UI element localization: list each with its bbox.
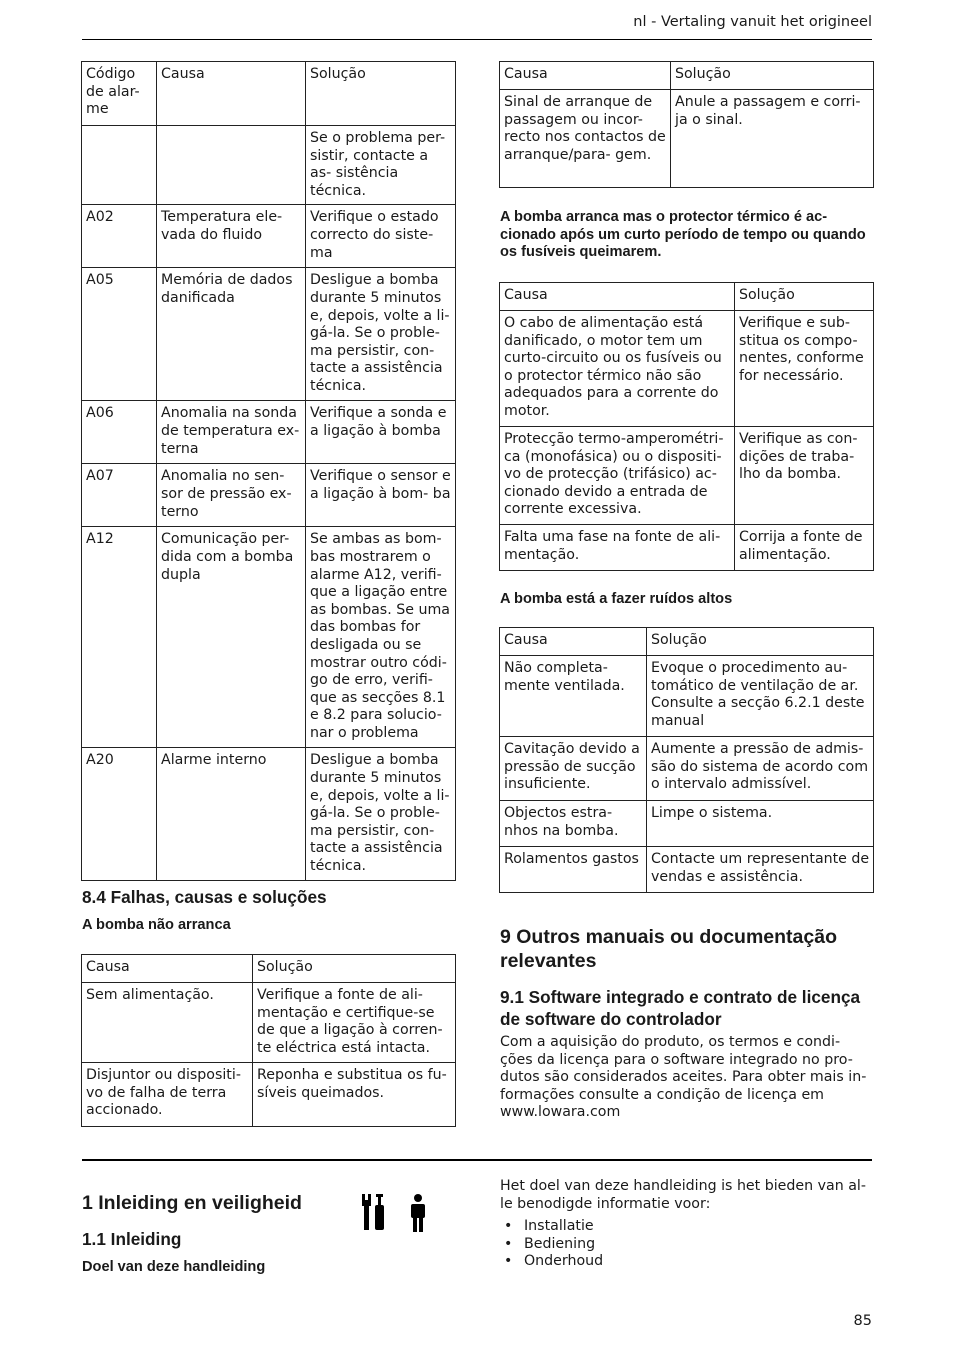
- alarm-solution: Se ambas as bom- bas mostrarem o alarme A12, verifi- que a ligação entre as bombas. Se uma das bombas for desligada ou se mostrar outro códi- go de erro, verifi- que as secções 8.1 e 8.2 para solucio- nar o problema: [306, 527, 456, 748]
- page-number: 85: [853, 1313, 872, 1329]
- thermal-protector-table: [499, 282, 874, 571]
- table-row: [82, 1063, 456, 1127]
- fault-cause: Não completa- mente ventilada.: [500, 656, 647, 737]
- fault-cause: Objectos estra- nhos na bomba.: [500, 801, 647, 847]
- table-row: [82, 401, 456, 464]
- fault-solution: Anule a passagem e corri- ja o sinal.: [671, 90, 874, 188]
- alarm-code: A06: [82, 401, 157, 464]
- section-divider: [82, 1159, 872, 1161]
- section-heading-9: 9 Outros manuais ou documentação relevantes: [500, 926, 837, 972]
- alarm-cause: Alarme interno: [157, 748, 306, 881]
- table-header-row: [82, 955, 456, 983]
- subheading-loud-noise: A bomba está a fazer ruídos altos: [500, 591, 733, 607]
- column-header: Código de alar- me: [82, 62, 157, 126]
- column-header: Causa: [500, 628, 647, 656]
- alarm-cause: [157, 126, 306, 205]
- table-row: [500, 525, 874, 571]
- column-header: Causa: [500, 62, 671, 90]
- table-row: [82, 464, 456, 527]
- table-header-row: [82, 62, 456, 126]
- table-header-row: [500, 628, 874, 656]
- fault-cause: Sinal de arranque de passagem ou incor- recto nos contactos de arranque/para- gem.: [500, 90, 671, 188]
- table-header-row: [500, 283, 874, 311]
- alarm-cause: Temperatura ele- vada do fluido: [157, 205, 306, 268]
- alarm-cause: Comunicação per- dida com a bomba dupla: [157, 527, 306, 748]
- column-header: Solução: [253, 955, 456, 983]
- section-1-body: Het doel van deze handleiding is het bieden van al- le benodigde informatie voor:: [500, 1178, 866, 1212]
- pump-not-starting-table: [81, 954, 456, 1127]
- fault-solution: Aumente a pressão de admis- são do sistema de acordo com o intervalo admissível.: [647, 737, 874, 801]
- column-header: Causa: [82, 955, 253, 983]
- table-row: [82, 126, 456, 205]
- fault-solution: Verifique e sub- stitua os compo- nentes, conforme for necessário.: [735, 311, 874, 427]
- column-header: Solução: [306, 62, 456, 126]
- table-row: [500, 656, 874, 737]
- list-item: • Installatie: [500, 1218, 872, 1236]
- alarm-code-table: [81, 61, 456, 881]
- table-row: [82, 205, 456, 268]
- table-row: [500, 311, 874, 427]
- table-row: [82, 748, 456, 881]
- alarm-solution: Desligue a bomba durante 5 minutos e, depois, volte a li- gá-la. Se o proble- ma persistir, con- tacte a assistência técnica.: [306, 268, 456, 401]
- alarm-solution: Verifique o estado correcto do siste- ma: [306, 205, 456, 268]
- fault-cause: Disjuntor ou dispositi- vo de falha de terra accionado.: [82, 1063, 253, 1127]
- list-item: • Bediening: [500, 1236, 872, 1254]
- fault-solution: Evoque o procedimento au- tomático de ventilação de ar. Consulte a secção 6.2.1 deste manual: [647, 656, 874, 737]
- table-row: [500, 801, 874, 847]
- fault-solution: Verifique as con- dições de traba- lho da bomba.: [735, 427, 874, 525]
- alarm-code: A05: [82, 268, 157, 401]
- column-header: Causa: [157, 62, 306, 126]
- fault-solution: Limpe o sistema.: [647, 801, 874, 847]
- alarm-cause: Memória de dados danificada: [157, 268, 306, 401]
- table-row: [500, 847, 874, 893]
- table-row: [82, 268, 456, 401]
- alarm-cause: Anomalia na sonda de temperatura ex- terna: [157, 401, 306, 464]
- subheading-pump-not-starting: A bomba não arranca: [82, 917, 231, 933]
- column-header: Solução: [647, 628, 874, 656]
- column-header: Causa: [500, 283, 735, 311]
- alarm-code: [82, 126, 157, 205]
- alarm-solution: Se o problema per- sistir, contacte a as- sistência técnica.: [306, 126, 456, 205]
- person-icon: [406, 1194, 430, 1232]
- column-header: Solução: [735, 283, 874, 311]
- table-row: [500, 737, 874, 801]
- purpose-list: [500, 1218, 872, 1271]
- table-header-row: [500, 62, 874, 90]
- subheading-thermal-protector: A bomba arranca mas o protector térmico é ac- cionado após um curto período de tempo ou quando os fusíveis queimarem.: [500, 209, 866, 261]
- alarm-cause: Anomalia no sen- sor de pressão ex- terno: [157, 464, 306, 527]
- alarm-solution: Desligue a bomba durante 5 minutos e, depois, volte a li- gá-la. Se o proble- ma persistir, con- tacte a assistência técnica.: [306, 748, 456, 881]
- alarm-code: A20: [82, 748, 157, 881]
- fault-solution: Contacte um representante de vendas e assistência.: [647, 847, 874, 893]
- alarm-solution: Verifique a sonda e a ligação à bomba: [306, 401, 456, 464]
- table-row: [500, 90, 874, 188]
- fault-cause: Protecção termo-amperométri- ca (monofásica) ou o dispositi- vo de protecção (trifásico) ac- cionado devido a entrada de corrente excessiva.: [500, 427, 735, 525]
- section-heading-1-1: 1.1 Inleiding: [82, 1229, 182, 1249]
- fault-cause: O cabo de alimentação está danificado, o motor tem um curto-circuito ou os fusíveis ou o protector térmico não são adequados para a corrente do motor.: [500, 311, 735, 427]
- fault-cause: Rolamentos gastos: [500, 847, 647, 893]
- list-item: • Onderhoud: [500, 1253, 872, 1271]
- table-row: [82, 527, 456, 748]
- table-row: [500, 427, 874, 525]
- running-head: nl - Vertaling vanuit het origineel: [633, 14, 872, 30]
- alarm-code: A02: [82, 205, 157, 268]
- alarm-solution: Verifique o sensor e a ligação à bom- ba: [306, 464, 456, 527]
- fault-solution: Verifique a fonte de ali- mentação e certifique-se de que a ligação à corren- te eléctrica está intacta.: [253, 983, 456, 1063]
- section-heading-9-1: 9.1 Software integrado e contrato de licença de software do controlador: [500, 987, 861, 1029]
- fault-cause: Sem alimentação.: [82, 983, 253, 1063]
- alarm-code: A12: [82, 527, 157, 748]
- column-header: Solução: [671, 62, 874, 90]
- alarm-code: A07: [82, 464, 157, 527]
- tools-icon: [360, 1194, 386, 1232]
- start-signal-table: [499, 61, 874, 188]
- section-9-1-body: Com a aquisição do produto, os termos e condi- ções da licença para o software integrado no pro- dutos são considerados aceites. Para obter mais in- formações consulte a condição de licença em www.lowara.com: [500, 1034, 867, 1121]
- table-row: [82, 983, 456, 1063]
- fault-solution: Corrija a fonte de alimentação.: [735, 525, 874, 571]
- section-heading-8-4: 8.4 Falhas, causas e soluções: [82, 887, 327, 907]
- header-rule: [82, 39, 872, 40]
- loud-noise-table: [499, 627, 874, 893]
- fault-solution: Reponha e substitua os fu- síveis queimados.: [253, 1063, 456, 1127]
- section-heading-1: 1 Inleiding en veiligheid: [82, 1192, 302, 1214]
- fault-cause: Cavitação devido a pressão de sucção insuficiente.: [500, 737, 647, 801]
- fault-cause: Falta uma fase na fonte de ali- mentação.: [500, 525, 735, 571]
- subheading-manual-purpose: Doel van deze handleiding: [82, 1259, 266, 1275]
